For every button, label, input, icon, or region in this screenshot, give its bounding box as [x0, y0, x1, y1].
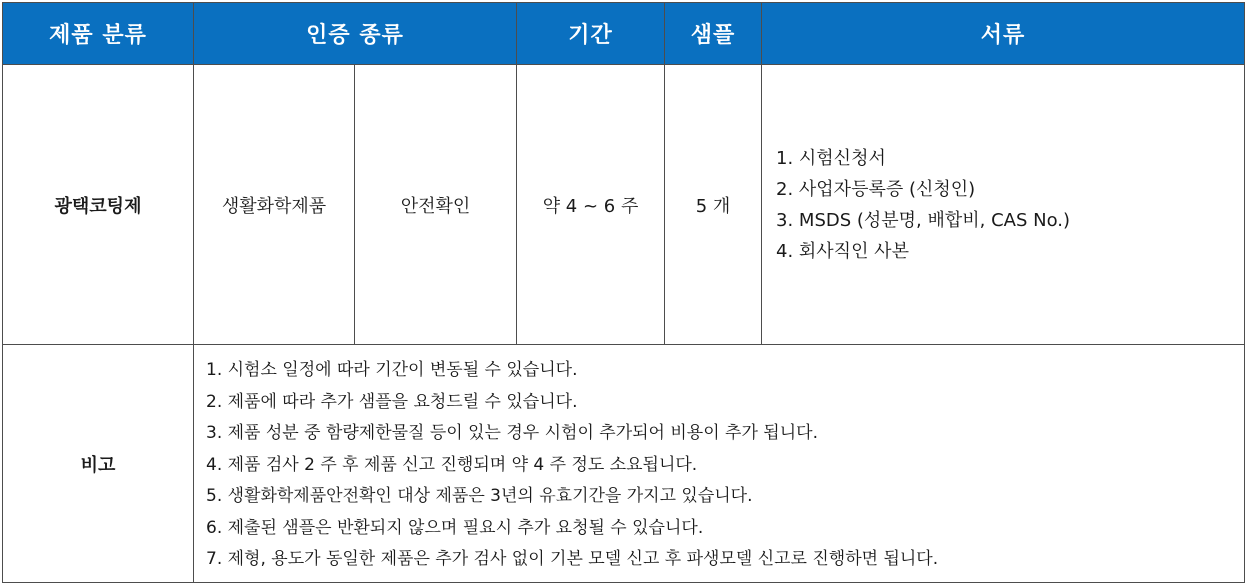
list-item: 7. 제형, 용도가 동일한 제품은 추가 검사 없이 기본 모델 신고 후 파생모델 신고로 진행하면 됩니다. [206, 549, 939, 570]
cert-category: 생활화학제품 [194, 65, 355, 345]
header-period: 기간 [517, 3, 665, 65]
period-value: 약 4 ~ 6 주 [517, 65, 665, 345]
list-item: 3. MSDS (성분명, 배합비, CAS No.) [776, 209, 1071, 231]
cert-kind: 안전확인 [355, 65, 517, 345]
header-cert-type: 인증 종류 [194, 3, 517, 65]
sample-value: 5 개 [665, 65, 762, 345]
list-item: 4. 제품 검사 2 주 후 제품 신고 진행되며 약 4 주 정도 소요됩니다. [206, 454, 698, 475]
header-category: 제품 분류 [3, 3, 194, 65]
list-item: 2. 제품에 따라 추가 샘플을 요청드릴 수 있습니다. [206, 391, 578, 412]
certification-table [2, 2, 1245, 583]
header-documents: 서류 [762, 3, 1245, 65]
list-item: 1. 시험신청서 [776, 147, 886, 169]
list-item: 4. 회사직인 사본 [776, 240, 909, 262]
list-item: 2. 사업자등록증 (신청인) [776, 178, 976, 200]
list-item: 3. 제품 성분 중 함량제한물질 등이 있는 경우 시험이 추가되어 비용이 추가 됩니다. [206, 423, 818, 444]
notes-list [206, 355, 1244, 576]
header-row [3, 3, 1245, 65]
list-item: 1. 시험소 일정에 따라 기간이 변동될 수 있습니다. [206, 360, 578, 381]
documents-list [776, 143, 1244, 267]
product-name: 광택코팅제 [3, 65, 194, 345]
list-item: 6. 제출된 샘플은 반환되지 않으며 필요시 추가 요청될 수 있습니다. [206, 517, 704, 538]
list-item: 5. 생활화학제품안전확인 대상 제품은 3년의 유효기간을 가지고 있습니다. [206, 486, 753, 507]
notes-cell [194, 345, 1245, 583]
header-sample: 샘플 [665, 3, 762, 65]
product-row [3, 65, 1245, 345]
notes-row [3, 345, 1245, 583]
documents-cell [762, 65, 1245, 345]
notes-label: 비고 [3, 345, 194, 583]
